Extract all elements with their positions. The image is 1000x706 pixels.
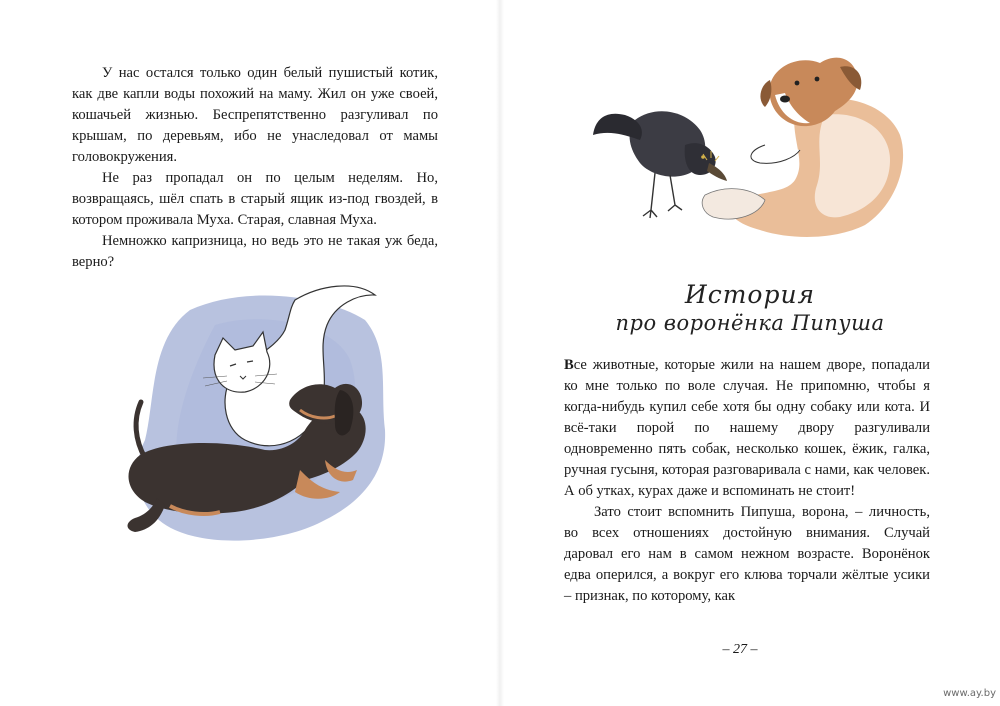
chapter-title-line2: про воронёнка Пипуша bbox=[615, 311, 885, 335]
paragraph: У нас остался только один белый пушистый котик, как две капли воды похожий на маму. Жил он уже своей, кошачьей жизнью. Беспрепятственно разгуливал по крышам, по деревьям, ибо не унаследовал от мамы головокружения. bbox=[72, 65, 438, 165]
paragraph: Зато стоит вспомнить Пипуша, ворона, – личность, во всех отношениях достойную внимания. Случай даровал его нам в самом нежном возрасте. Воронёнок едва оперился, а вокруг его клюва торчали жёлтые усики – признак, по которому, как bbox=[564, 504, 930, 604]
paragraph-text: се животные, которые жили на нашем дворе, попадали ко мне только по воле случая. Не припомню, чтобы я когда-нибудь купил себе хотя бы одну собаку или кота. И всё-таки порой по нашему двору разгуливали одновременно пять собак, несколько кошек, ёжик, галка, ручная гусыня, которая разговаривала с нами, как человек. А об утках, курах даже и вспоминать не стоит! bbox=[564, 357, 930, 499]
crow-and-dog-illustration bbox=[585, 45, 915, 250]
paragraph: Немножко капризница, но ведь это не такая уж беда, верно? bbox=[72, 233, 438, 270]
watermark: www.ay.by bbox=[943, 688, 996, 699]
paragraph: Не раз пропадал он по целым неделям. Но, возвращаясь, шёл спать в старый ящик из-под гвоздей, в котором проживала Муха. Старая, славная Муха. bbox=[72, 170, 438, 228]
right-page bbox=[500, 0, 1000, 706]
paragraph bbox=[564, 355, 930, 502]
page-number: – 27 – bbox=[722, 642, 758, 657]
right-page-text bbox=[564, 355, 930, 607]
chapter-title-line1: История bbox=[684, 280, 816, 309]
cat-and-dachshund-illustration bbox=[95, 280, 395, 565]
dropcap-letter: В bbox=[564, 357, 574, 373]
left-page-text bbox=[72, 63, 438, 273]
chapter-title bbox=[590, 280, 910, 336]
